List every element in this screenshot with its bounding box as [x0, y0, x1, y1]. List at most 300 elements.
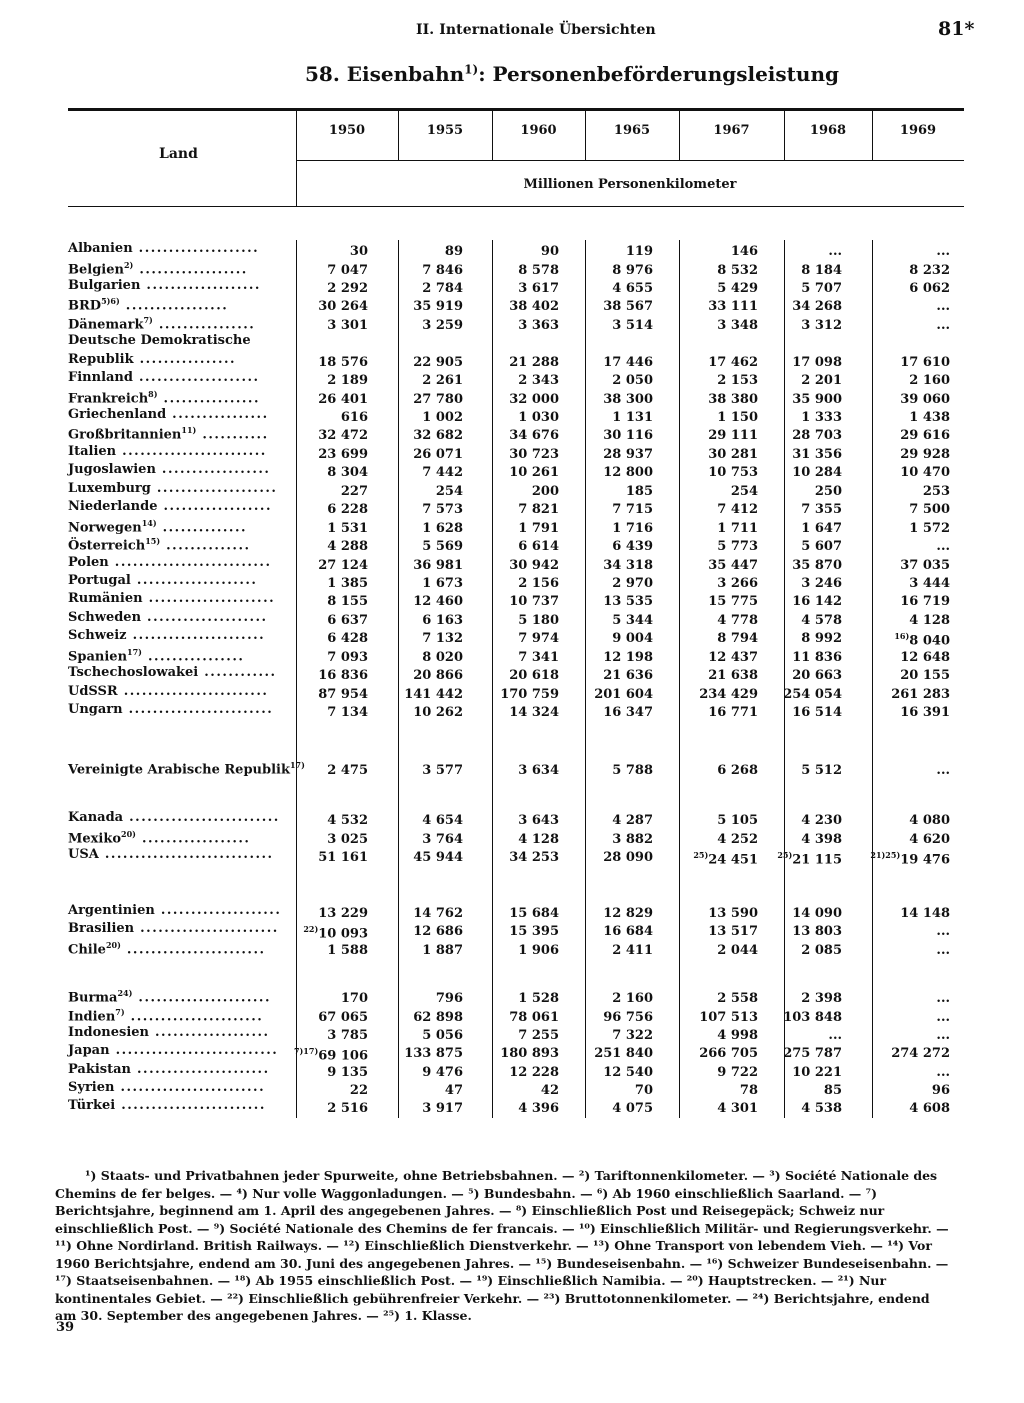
- leader-dots: ....................: [132, 370, 260, 385]
- leader-dots: ................: [157, 391, 260, 407]
- country-name: Polen: [68, 555, 109, 570]
- value-footnote-ref: 7)17): [293, 1046, 319, 1056]
- value-cell: 3 444: [909, 576, 950, 591]
- value-cell: 201 604: [594, 687, 653, 702]
- country-name: Albanien: [68, 241, 133, 256]
- value-cell: 4 230: [801, 813, 842, 828]
- footnote-ref: 24): [117, 988, 133, 998]
- table-row: [0, 988, 1024, 1006]
- value-cell: 2 189: [327, 373, 368, 388]
- value-footnote-ref: 22): [303, 924, 319, 934]
- country-name: Syrien: [68, 1080, 115, 1095]
- running-head: II. Internationale Übersichten: [416, 22, 656, 38]
- value-cell: 13 229: [318, 906, 368, 921]
- value-cell: 5 607: [801, 539, 842, 554]
- value-cell: 2 050: [612, 373, 653, 388]
- value-cell: [278, 1046, 368, 1063]
- value-cell: 3 514: [612, 318, 653, 333]
- row-label: [68, 370, 260, 385]
- country-name: Argentinien: [68, 903, 155, 918]
- table-row: [0, 315, 1024, 333]
- value-cell: 27 780: [413, 392, 463, 407]
- row-label: [68, 260, 248, 277]
- value-cell: 7 047: [327, 263, 368, 278]
- table-row: [0, 903, 1024, 921]
- leader-dots: ..............: [156, 520, 247, 536]
- country-name: USA: [68, 847, 99, 862]
- value-cell: 26 401: [318, 392, 368, 407]
- value-cell: 6 062: [909, 281, 950, 296]
- value-cell: 45 944: [413, 850, 463, 865]
- value-cell: 10 470: [900, 465, 950, 480]
- leader-dots: ................: [152, 317, 256, 333]
- value-cell: 30 281: [708, 447, 758, 462]
- page-number: 81*: [938, 18, 975, 40]
- value-cell: ...: [936, 299, 950, 314]
- leader-dots: ....................: [154, 903, 282, 918]
- row-label: [68, 315, 255, 332]
- value-cell: 2 558: [717, 991, 758, 1006]
- row-label: [68, 810, 280, 825]
- value-footnote-ref: 16): [894, 631, 910, 641]
- value-cell: 266 705: [699, 1046, 758, 1061]
- value-cell: 3 882: [612, 832, 653, 847]
- value-cell: 6 637: [327, 613, 368, 628]
- table-row: [0, 481, 1024, 499]
- value-cell: 22: [349, 1083, 368, 1098]
- value-cell: 254: [435, 484, 463, 499]
- leader-dots: ....................: [130, 573, 258, 588]
- value-cell: 21 638: [708, 668, 758, 683]
- value-cell: 12 437: [708, 650, 758, 665]
- value-cell: 3 764: [422, 832, 463, 847]
- value-cell: 4 538: [801, 1101, 842, 1116]
- value-cell: 7 500: [909, 502, 950, 517]
- value-cell: 2 153: [717, 373, 758, 388]
- value-cell: 9 004: [612, 631, 653, 646]
- value-cell: 8 976: [612, 263, 653, 278]
- value-cell: 12 198: [603, 650, 653, 665]
- value-cell: 7 821: [518, 502, 559, 517]
- leader-dots: ...........: [196, 427, 269, 443]
- value-cell: 616: [340, 410, 368, 425]
- value-cell: 2 398: [801, 991, 842, 1006]
- value-cell: 119: [625, 244, 653, 259]
- leader-dots: ....................: [141, 610, 268, 625]
- row-label: [68, 241, 259, 256]
- value-cell: 3 301: [327, 318, 368, 333]
- value-cell: 29 111: [708, 428, 758, 443]
- table-row: [0, 260, 1024, 278]
- value-cell: 30 116: [603, 428, 653, 443]
- leader-dots: ..................: [133, 262, 248, 278]
- value-cell: 38 402: [509, 299, 559, 314]
- table-row: [0, 555, 1024, 573]
- value-cell: 170 759: [500, 687, 559, 702]
- column-header-land: Land: [159, 146, 198, 162]
- value-cell: 10 753: [708, 465, 758, 480]
- row-label: [68, 518, 247, 535]
- value-cell: 5 056: [422, 1028, 463, 1043]
- value-cell: ...: [936, 1065, 950, 1080]
- value-cell: 2 784: [422, 281, 463, 296]
- value-cell: 254 054: [783, 687, 842, 702]
- table-row: [0, 333, 1024, 351]
- value-cell: 1 030: [518, 410, 559, 425]
- table-row: [0, 1043, 1024, 1064]
- table-row: [0, 241, 1024, 259]
- value-cell: 10 284: [792, 465, 842, 480]
- table-row: [0, 1007, 1024, 1025]
- value-cell: 2 411: [612, 943, 653, 958]
- footnote-ref: 17): [127, 647, 142, 657]
- value-cell: 7 134: [327, 705, 368, 720]
- value-cell: 16 391: [900, 705, 950, 720]
- value-cell: 89: [444, 244, 463, 259]
- country-name: Großbritannien: [68, 427, 182, 443]
- value-cell: 14 148: [900, 906, 950, 921]
- value-cell: 3 348: [717, 318, 758, 333]
- value-cell: 23 699: [318, 447, 368, 462]
- title-footnote-ref: 1): [464, 62, 479, 77]
- value-cell: 3 246: [801, 576, 842, 591]
- value-cell: 7 846: [422, 263, 463, 278]
- leader-dots: .................: [119, 298, 229, 314]
- leader-dots: ............................: [98, 847, 274, 862]
- value-cell: 3 577: [422, 763, 463, 778]
- leader-dots: .....................: [142, 591, 276, 606]
- table-row: [0, 278, 1024, 296]
- value-cell: 17 446: [603, 355, 653, 370]
- value-cell: ...: [936, 1010, 950, 1025]
- row-label: [68, 1043, 278, 1058]
- leader-dots: ....................: [150, 481, 278, 496]
- row-label: [68, 988, 271, 1005]
- value-cell: 1 887: [422, 943, 463, 958]
- value-cell: 200: [531, 484, 559, 499]
- leader-dots: .........................: [123, 810, 280, 825]
- value-cell: 9 722: [717, 1065, 758, 1080]
- value-cell: 35 900: [792, 392, 842, 407]
- value-cell: 12 829: [603, 906, 653, 921]
- value-cell: 28 703: [792, 428, 842, 443]
- footnote-ref: 14): [141, 518, 157, 528]
- country-name: Japan: [68, 1043, 110, 1058]
- country-name: Kanada: [68, 810, 124, 825]
- value-cell: 14 762: [413, 906, 463, 921]
- value-cell: 4 532: [327, 813, 368, 828]
- row-label: [68, 702, 273, 717]
- value-cell: 5 773: [717, 539, 758, 554]
- value-cell: 14 090: [792, 906, 842, 921]
- country-name: Frankreich: [68, 391, 149, 407]
- table-top-rule: [68, 108, 964, 111]
- country-name: Tschechoslowakei: [68, 665, 199, 680]
- value-cell: 6 614: [518, 539, 559, 554]
- value-cell: 3 634: [518, 763, 559, 778]
- value-cell: 15 775: [708, 594, 758, 609]
- year-header-1965: 1965: [613, 123, 651, 138]
- value-cell: 146: [730, 244, 758, 259]
- row-label: [68, 921, 279, 936]
- country-name: UdSSR: [68, 684, 118, 699]
- value-cell: 251 840: [594, 1046, 653, 1061]
- value-number: 69 106: [318, 1048, 368, 1064]
- value-cell: 20 155: [900, 668, 950, 683]
- value-cell: 8 578: [518, 263, 559, 278]
- row-label: [68, 462, 270, 477]
- leader-dots: .......................: [120, 942, 266, 958]
- country-name: Brasilien: [68, 921, 135, 936]
- value-cell: 7 442: [422, 465, 463, 480]
- row-label: [68, 573, 257, 588]
- table-row: [0, 1080, 1024, 1098]
- value-cell: 78 061: [509, 1010, 559, 1025]
- country-name: Vereinigte Arabische Republik: [68, 762, 290, 778]
- value-cell: 1 002: [422, 410, 463, 425]
- value-cell: 5 707: [801, 281, 842, 296]
- table-row: [0, 647, 1024, 665]
- value-cell: 16 719: [900, 594, 950, 609]
- table-row: [0, 352, 1024, 370]
- leader-dots: ..................: [155, 462, 271, 477]
- value-cell: 7 412: [717, 502, 758, 517]
- row-label: [68, 296, 228, 313]
- year-header-1950: 1950: [328, 123, 366, 138]
- footnote-ref: 11): [181, 425, 197, 435]
- leader-dots: ................: [141, 649, 245, 665]
- row-label: [68, 425, 269, 442]
- row-label: [68, 352, 236, 367]
- value-cell: 16 771: [708, 705, 758, 720]
- row-label: [68, 647, 244, 664]
- year-header-1960: 1960: [520, 123, 557, 138]
- value-cell: 4 128: [909, 613, 950, 628]
- value-cell: 16 347: [603, 705, 653, 720]
- country-name: BRD: [68, 298, 102, 314]
- value-cell: 22 905: [413, 355, 463, 370]
- value-cell: 18 576: [318, 355, 368, 370]
- table-row: [0, 370, 1024, 388]
- row-label: [68, 665, 277, 680]
- table-row: [0, 847, 1024, 868]
- leader-dots: ...................: [140, 278, 261, 293]
- value-cell: 35 919: [413, 299, 463, 314]
- value-cell: 20 663: [792, 668, 842, 683]
- value-cell: 9 476: [422, 1065, 463, 1080]
- value-cell: 234 429: [699, 687, 758, 702]
- country-name: Deutsche Demokratische: [68, 333, 251, 348]
- row-label: [68, 389, 260, 406]
- country-name: Indien: [68, 1009, 116, 1025]
- row-label: [68, 278, 261, 293]
- value-cell: 13 517: [708, 924, 758, 939]
- unit-header: Millionen Personenkilometer: [523, 177, 737, 192]
- country-name: Spanien: [68, 649, 128, 665]
- table-row: [0, 684, 1024, 702]
- row-label: [68, 1025, 270, 1040]
- value-cell: 13 535: [603, 594, 653, 609]
- value-cell: 8 304: [327, 465, 368, 480]
- value-cell: ...: [936, 763, 950, 778]
- value-cell: 34 268: [792, 299, 842, 314]
- value-cell: 12 800: [603, 465, 653, 480]
- value-cell: 20 618: [509, 668, 559, 683]
- row-label: [68, 555, 271, 570]
- value-cell: 4 075: [612, 1101, 653, 1116]
- leader-dots: ............: [198, 665, 277, 680]
- year-header-rule: [296, 160, 964, 161]
- value-cell: 7 132: [422, 631, 463, 646]
- value-cell: 10 221: [792, 1065, 842, 1080]
- value-cell: 3 917: [422, 1101, 463, 1116]
- table-row: [0, 499, 1024, 517]
- country-name: Griechenland: [68, 407, 167, 422]
- value-cell: 250: [814, 484, 842, 499]
- country-name: Schweiz: [68, 628, 127, 643]
- leader-dots: ........................: [122, 702, 274, 717]
- table-row: [0, 518, 1024, 536]
- value-cell: 2 160: [909, 373, 950, 388]
- value-cell: 2 516: [327, 1101, 368, 1116]
- country-name: Pakistan: [68, 1062, 131, 1077]
- value-cell: 35 447: [708, 558, 758, 573]
- value-cell: 9 135: [327, 1065, 368, 1080]
- value-cell: 2 475: [327, 763, 368, 778]
- value-number: 19 476: [900, 852, 950, 868]
- value-cell: 5 788: [612, 763, 653, 778]
- country-name: Jugoslawien: [68, 462, 156, 477]
- value-cell: 5 344: [612, 613, 653, 628]
- value-cell: 6 163: [422, 613, 463, 628]
- table-row: [0, 536, 1024, 554]
- table-row: [0, 628, 1024, 649]
- value-cell: 20 866: [413, 668, 463, 683]
- row-label: [68, 628, 265, 643]
- value-cell: 7 341: [518, 650, 559, 665]
- value-cell: 3 025: [327, 832, 368, 847]
- leader-dots: ..................: [135, 831, 251, 847]
- country-name: Chile: [68, 942, 106, 958]
- value-number: 21 115: [792, 852, 842, 868]
- row-label: [68, 499, 272, 514]
- value-cell: 36 981: [413, 558, 463, 573]
- row-label: [68, 1007, 263, 1024]
- value-cell: ...: [936, 943, 950, 958]
- value-cell: 96 756: [603, 1010, 653, 1025]
- value-cell: ...: [936, 991, 950, 1006]
- country-name: Indonesien: [68, 1025, 149, 1040]
- footnote-ref: 15): [145, 536, 161, 546]
- row-label: [68, 591, 275, 606]
- row-label: [68, 1062, 270, 1077]
- value-cell: 4 080: [909, 813, 950, 828]
- value-cell: 7 715: [612, 502, 653, 517]
- value-cell: 4 288: [327, 539, 368, 554]
- leader-dots: ........................: [115, 1098, 266, 1113]
- value-cell: 28 937: [603, 447, 653, 462]
- row-label: [68, 1080, 265, 1095]
- value-cell: 4 396: [518, 1101, 559, 1116]
- value-cell: ...: [936, 318, 950, 333]
- value-cell: 8 155: [327, 594, 368, 609]
- value-cell: 12 228: [509, 1065, 559, 1080]
- table-row: [0, 425, 1024, 443]
- value-cell: 5 105: [717, 813, 758, 828]
- row-label: [68, 940, 266, 957]
- country-name: Bulgarien: [68, 278, 141, 293]
- value-number: 10 093: [318, 926, 368, 942]
- value-cell: 253: [922, 484, 950, 499]
- value-cell: 3 266: [717, 576, 758, 591]
- table-row: [0, 573, 1024, 591]
- value-cell: 8 184: [801, 263, 842, 278]
- value-cell: 4 654: [422, 813, 463, 828]
- value-cell: 796: [435, 991, 463, 1006]
- value-footnote-ref: 25): [693, 850, 709, 860]
- value-cell: 16 836: [318, 668, 368, 683]
- value-cell: 31 356: [792, 447, 842, 462]
- value-cell: 27 124: [318, 558, 368, 573]
- value-cell: 5 512: [801, 763, 842, 778]
- leader-dots: ......................: [132, 990, 271, 1006]
- value-cell: 6 228: [327, 502, 368, 517]
- table-row: [0, 940, 1024, 958]
- footnote-ref: 20): [105, 940, 121, 950]
- value-cell: 1 906: [518, 943, 559, 958]
- value-cell: 38 380: [708, 392, 758, 407]
- leader-dots: ........................: [114, 1080, 266, 1095]
- row-label: [68, 444, 267, 459]
- table-row: [0, 389, 1024, 407]
- value-cell: 1 791: [518, 521, 559, 536]
- table-title: [305, 62, 839, 86]
- value-cell: 15 395: [509, 924, 559, 939]
- value-cell: 21 636: [603, 668, 653, 683]
- value-cell: 32 000: [509, 392, 559, 407]
- value-cell: 28 090: [603, 850, 653, 865]
- row-label: [68, 333, 251, 348]
- row-label: [68, 610, 268, 625]
- row-label: [68, 847, 274, 862]
- value-cell: 13 803: [792, 924, 842, 939]
- value-cell: 38 300: [603, 392, 653, 407]
- leader-dots: ................: [166, 407, 269, 422]
- country-name: Luxemburg: [68, 481, 151, 496]
- table-row: [0, 702, 1024, 720]
- value-cell: 2 261: [422, 373, 463, 388]
- value-cell: 7 322: [612, 1028, 653, 1043]
- table-row: [0, 810, 1024, 828]
- leader-dots: ........................: [116, 444, 267, 459]
- value-cell: 1 588: [327, 943, 368, 958]
- row-label: [68, 481, 277, 496]
- leader-dots: .......................: [134, 921, 279, 936]
- value-cell: 87 954: [318, 687, 368, 702]
- value-cell: 2 085: [801, 943, 842, 958]
- value-cell: 4 998: [717, 1028, 758, 1043]
- value-cell: 5 429: [717, 281, 758, 296]
- table-row: [0, 407, 1024, 425]
- value-cell: 4 301: [717, 1101, 758, 1116]
- value-cell: 275 787: [783, 1046, 842, 1061]
- value-cell: 227: [340, 484, 368, 499]
- value-cell: 2 343: [518, 373, 559, 388]
- country-name: Norwegen: [68, 520, 142, 536]
- country-name: Finnland: [68, 370, 133, 385]
- value-cell: 29 616: [900, 428, 950, 443]
- year-header-1969: 1969: [899, 123, 937, 138]
